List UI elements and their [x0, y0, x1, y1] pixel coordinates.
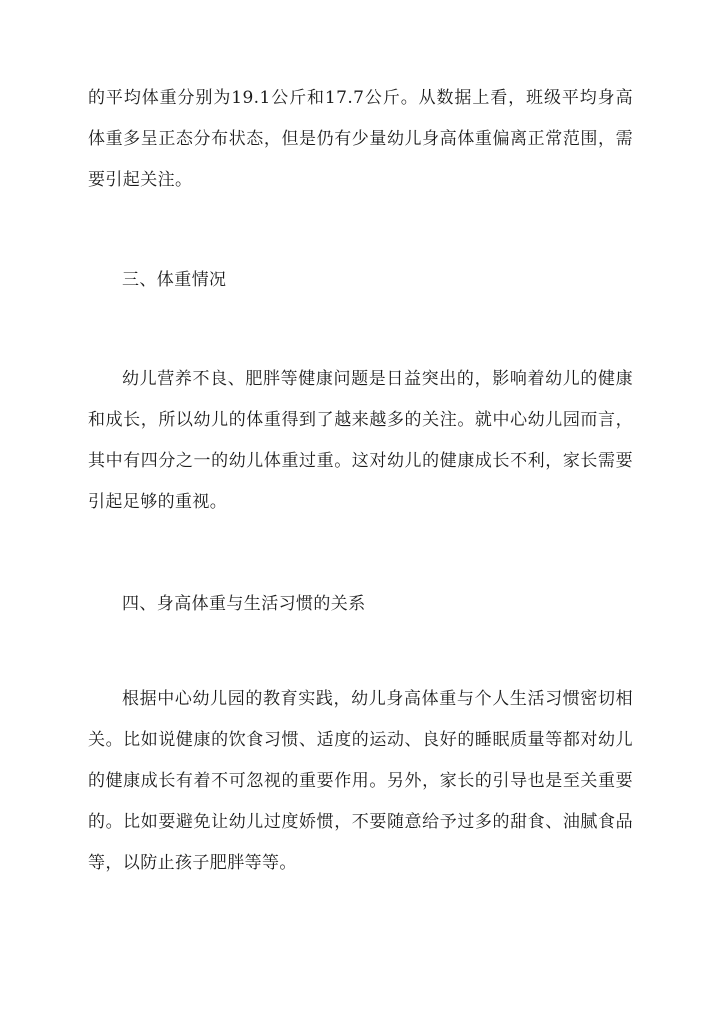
section-4-body: 根据中心幼儿园的教育实践，幼儿身高体重与个人生活习惯密切相关。比如说健康的饮食习惯、适度的运动、良好的睡眠质量等都对幼儿的健康成长有着不可忽视的重要作用。另外，家长的引导也是至关重要的。比如要避免让幼儿过度娇惯，不要随意给予过多的甜食、油腻食品等，以防止孩子肥胖等等。: [88, 689, 633, 873]
section-3-heading: 三、体重情况: [122, 270, 227, 290]
paragraph-continued: 的平均体重分别为19.1公斤和17.7公斤。从数据上看，班级平均身高体重多呈正态分布状态，但是仍有少量幼儿身高体重偏离正常范围，需要引起关注。: [88, 88, 633, 190]
section-3-body: 幼儿营养不良、肥胖等健康问题是日益突出的，影响着幼儿的健康和成长，所以幼儿的体重得到了越来越多的关注。就中心幼儿园而言，其中有四分之一的幼儿体重过重。这对幼儿的健康成长不利，家长需要引起足够的重视。: [88, 369, 633, 512]
section-4-heading: 四、身高体重与生活习惯的关系: [122, 594, 366, 614]
